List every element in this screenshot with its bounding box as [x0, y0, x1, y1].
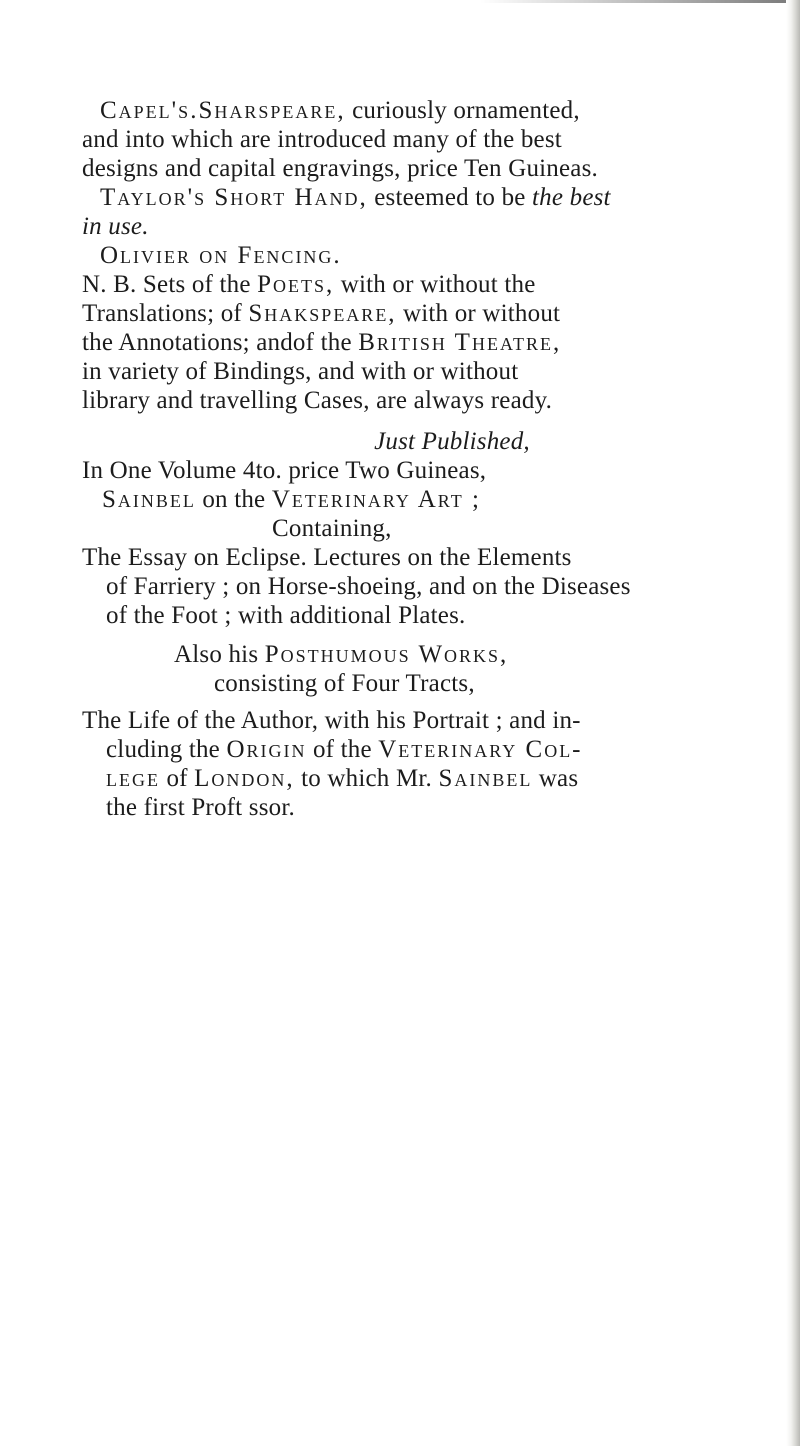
volume-line: In One Volume 4to. price Two Guineas, — [82, 457, 487, 484]
entry-taylor: Taylor's Short Hand, esteemed to be the best in use. — [82, 184, 611, 240]
just-published-heading: Just Published, — [374, 428, 530, 455]
capel-title: Capel's.Sharspeare, — [100, 97, 346, 124]
sainbel-title-line: Sainbel on the Veterinary Art ; — [102, 486, 481, 513]
advertisement-text — [82, 96, 782, 822]
entry-capel: Capel's.Sharspeare, curiously ornamented, and into which are introduced many of the best designs and capital engravings, price Ten Guineas. — [82, 97, 598, 182]
entry-olivier — [82, 241, 782, 270]
taylor-title: Taylor's Short Hand, — [100, 184, 368, 211]
scan-right-edge — [786, 0, 800, 1446]
entry-life: The Life of the Author, with his Portrait ; and in- cluding the Origin of the Veterinary Col- lege of London, to which Mr. Sainbel was the first Proft ssor. — [82, 707, 583, 821]
olivier-title: Olivier on Fencing. — [100, 242, 342, 269]
containing-heading: Containing, — [272, 515, 392, 542]
scan-top-edge — [0, 0, 800, 3]
entry-essay: The Essay on Eclipse. Lectures on the Elements of Farriery ; on Horse-shoeing, and on the Diseases of the Foot ; with additional Plates. — [82, 544, 631, 629]
entry-posthumous-works: Also his Posthumous Works, consisting of Four Tracts, — [174, 641, 509, 697]
entry-nota-bene: N. B. Sets of the Poets, with or without the Translations; of Shakspeare, with or without the Annotations; andof the British Theatre, in variety of Bindings, and with or without library and travelling Cases, are always ready. — [82, 271, 562, 414]
